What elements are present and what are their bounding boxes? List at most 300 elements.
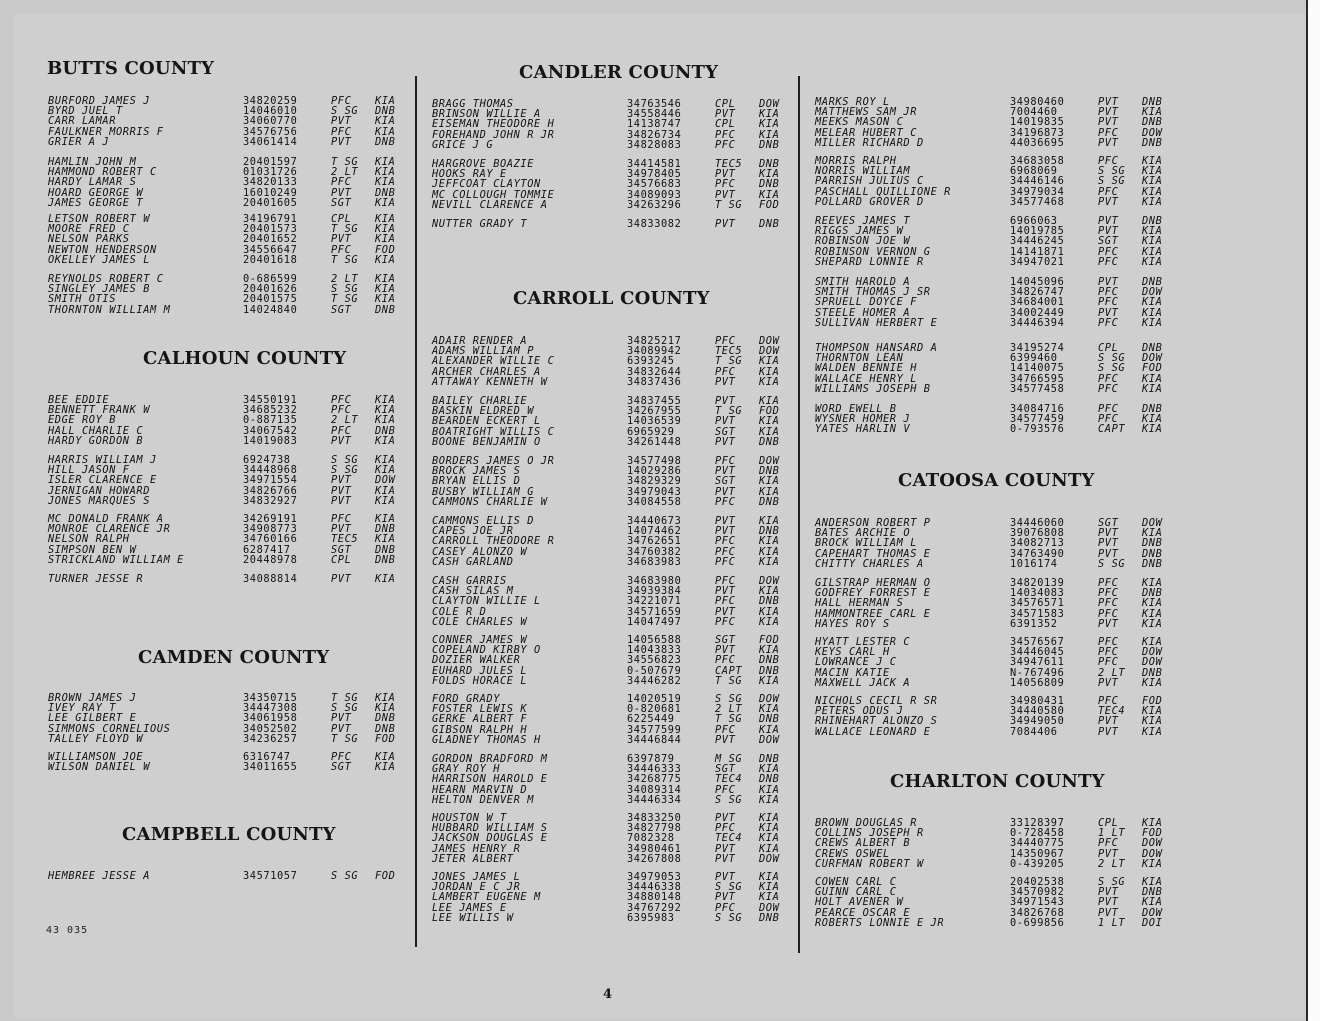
- record-rank: CPL: [331, 213, 352, 225]
- record-status: KIA: [375, 464, 396, 477]
- record-name: MARKS ROY L: [815, 96, 890, 108]
- record-name: MONROE CLARENCE JR: [48, 523, 171, 536]
- record-status: KIA: [759, 763, 780, 776]
- record-status: KIA: [375, 454, 396, 466]
- record-rank: SGT: [1098, 235, 1119, 248]
- record-serial: 34061414: [243, 135, 298, 148]
- record-serial: 34980460: [1010, 96, 1065, 108]
- record-name: CAMMONS ELLIS D: [432, 515, 534, 527]
- record-status: KIA: [759, 723, 780, 736]
- record-name: SHEPARD LONNIE R: [815, 255, 924, 268]
- record-status: KIA: [759, 188, 780, 201]
- county-heading: CATOOSA COUNTY: [898, 470, 1095, 491]
- record-serial: 14034083: [1010, 587, 1065, 600]
- record-serial: 34446282: [627, 674, 682, 687]
- record-rank: TEC4: [1098, 705, 1126, 718]
- record-serial: 6393245: [627, 355, 675, 368]
- record-rank: PVT: [1098, 847, 1119, 860]
- record-serial: 34577498: [627, 455, 682, 467]
- record-serial: 34082713: [1010, 537, 1065, 550]
- record-status: FOD: [1142, 827, 1163, 840]
- record-name: BURFORD JAMES J: [48, 95, 150, 107]
- record-rank: PVT: [1098, 136, 1119, 149]
- record-serial: 34767292: [627, 901, 682, 914]
- record-rank: PVT: [715, 525, 736, 538]
- record-status: KIA: [1142, 372, 1163, 385]
- record-name: EDGE ROY B: [48, 414, 116, 427]
- record-rank: PVT: [715, 644, 736, 657]
- record-rank: PFC: [1098, 577, 1119, 589]
- record-status: KIA: [375, 125, 396, 138]
- record-rank: 2 LT: [1098, 666, 1126, 679]
- record-status: DNB: [1142, 547, 1163, 560]
- record-status: KIA: [759, 793, 780, 806]
- record-name: HAMLIN JOHN M: [48, 156, 137, 168]
- record-serial: 34061958: [243, 712, 298, 725]
- record-name: MEEKS MASON C: [815, 116, 904, 129]
- record-status: DNB: [759, 178, 780, 191]
- record-name: BROWN JAMES J: [48, 692, 137, 704]
- record-rank: PFC: [715, 783, 736, 796]
- record-rank: PVT: [1098, 106, 1119, 119]
- record-name: EISEMAN THEODORE H: [432, 118, 555, 131]
- record-status: DOW: [1142, 352, 1163, 365]
- record-status: KIA: [759, 425, 780, 438]
- record-serial: 34828083: [627, 138, 682, 151]
- record-rank: CPL: [1098, 817, 1119, 829]
- record-name: GORDON BRADFORD M: [432, 753, 548, 765]
- record-status: KIA: [1142, 725, 1163, 738]
- record-serial: 34558446: [627, 108, 682, 121]
- record-name: SULLIVAN HERBERT E: [815, 316, 938, 329]
- record-serial: 34221071: [627, 595, 682, 608]
- record-status: KIA: [375, 115, 396, 128]
- record-name: SMITH OTIS: [48, 293, 116, 306]
- record-rank: PVT: [1098, 886, 1119, 899]
- record-status: DNB: [1142, 96, 1163, 108]
- record-status: DNB: [759, 525, 780, 538]
- record-serial: 44036695: [1010, 136, 1065, 149]
- record-serial: 34683058: [1010, 155, 1065, 167]
- record-rank: PVT: [715, 108, 736, 121]
- county-heading: CAMDEN COUNTY: [138, 647, 330, 668]
- record-name: HOLT AVENER W: [815, 896, 904, 909]
- record-rank: CPL: [715, 118, 736, 131]
- record-name: ADAIR RENDER A: [432, 335, 528, 347]
- record-name: BATES ARCHIE O: [815, 527, 911, 540]
- record-name: GERKE ALBERT F: [432, 713, 528, 726]
- record-name: CLAYTON WILLIE L: [432, 595, 541, 608]
- record-rank: SGT: [331, 196, 352, 209]
- record-serial: 34261448: [627, 435, 682, 448]
- record-rank: PFC: [715, 545, 736, 558]
- record-rank: TEC4: [715, 832, 743, 845]
- record-rank: PFC: [1098, 286, 1119, 299]
- record-name: COLLINS JOSEPH R: [815, 827, 924, 840]
- record-serial: 34820139: [1010, 577, 1065, 589]
- record-rank: S SG: [1098, 352, 1126, 365]
- record-name: BEE EDDIE: [48, 394, 110, 406]
- record-name: NELSON RALPH: [48, 533, 130, 546]
- record-status: KIA: [1142, 106, 1163, 119]
- record-name: STEELE HOMER A: [815, 306, 911, 319]
- record-status: KIA: [1142, 225, 1163, 238]
- record-name: RIGGS JAMES W: [815, 225, 904, 238]
- record-serial: 34196873: [1010, 126, 1065, 139]
- record-status: DNB: [375, 543, 396, 556]
- record-name: CASH GARRIS: [432, 575, 507, 587]
- record-rank: S SG: [1098, 165, 1126, 178]
- record-status: KIA: [1142, 857, 1163, 870]
- record-rank: PVT: [715, 435, 736, 448]
- record-serial: 34195274: [1010, 342, 1065, 354]
- record-rank: PVT: [715, 168, 736, 181]
- record-name: EUHARD JULES L: [432, 664, 528, 677]
- record-status: FOD: [759, 198, 780, 211]
- record-serial: 34571583: [1010, 607, 1065, 620]
- record-name: BROWN DOUGLAS R: [815, 817, 917, 829]
- record-rank: PFC: [1098, 296, 1119, 309]
- record-name: ROBINSON JOE W: [815, 235, 911, 248]
- record-serial: 34832644: [627, 365, 682, 378]
- record-serial: 34267955: [627, 405, 682, 418]
- record-name: PEARCE OSCAR E: [815, 906, 911, 919]
- record-rank: PFC: [715, 575, 736, 587]
- record-rank: CAPT: [1098, 423, 1126, 436]
- record-name: JONES JAMES L: [432, 871, 521, 883]
- record-name: NEWTON HENDERSON: [48, 243, 157, 256]
- record-rank: PVT: [331, 434, 352, 447]
- record-name: GODFREY FORREST E: [815, 587, 931, 600]
- record-name: BYRD JUEL T: [48, 105, 123, 118]
- record-serial: 34440775: [1010, 837, 1065, 850]
- county-heading: CHARLTON COUNTY: [890, 771, 1105, 792]
- record-serial: 34766595: [1010, 372, 1065, 385]
- record-name: BRYAN ELLIS D: [432, 475, 521, 488]
- record-name: LAMBERT EUGENE M: [432, 891, 541, 904]
- record-serial: 34971554: [243, 474, 298, 487]
- record-name: SINGLEY JAMES B: [48, 283, 150, 296]
- record-rank: PFC: [331, 176, 352, 189]
- record-name: WALDEN BENNIE H: [815, 362, 917, 375]
- record-rank: PVT: [715, 375, 736, 388]
- record-name: CAPES JOE JR: [432, 525, 514, 538]
- record-status: DOW: [759, 335, 780, 347]
- record-serial: 34949050: [1010, 715, 1065, 728]
- record-status: KIA: [1142, 382, 1163, 395]
- record-serial: 34576756: [243, 125, 298, 138]
- record-serial: 34268775: [627, 773, 682, 786]
- record-name: MILLER RICHARD D: [815, 136, 924, 149]
- record-status: KIA: [375, 394, 396, 406]
- record-name: NELSON PARKS: [48, 233, 130, 246]
- record-rank: T SG: [331, 253, 359, 266]
- record-serial: 34683980: [627, 575, 682, 587]
- record-name: MATTHEWS SAM JR: [815, 106, 917, 119]
- record-rank: TEC5: [331, 533, 359, 546]
- record-serial: 34947021: [1010, 255, 1065, 268]
- record-name: JEFFCOAT CLAYTON: [432, 178, 541, 191]
- record-name: CASEY ALONZO W: [432, 545, 528, 558]
- record-rank: S SG: [331, 870, 359, 882]
- record-serial: 34084558: [627, 495, 682, 508]
- record-name: LEE GILBERT E: [48, 712, 137, 725]
- record-status: DOW: [375, 474, 396, 487]
- record-serial: 34447308: [243, 702, 298, 715]
- record-name: HEARN MARVIN D: [432, 783, 528, 796]
- record-status: DOW: [1142, 286, 1163, 299]
- record-status: KIA: [1142, 715, 1163, 728]
- record-name: HELTON DENVER M: [432, 793, 534, 806]
- record-status: KIA: [759, 415, 780, 428]
- record-rank: PFC: [715, 595, 736, 608]
- record-status: KIA: [375, 702, 396, 715]
- record-name: GRICE J G: [432, 138, 494, 151]
- record-serial: 34826768: [1010, 906, 1065, 919]
- record-name: GIBSON RALPH H: [432, 723, 528, 736]
- record-serial: 6968069: [1010, 165, 1058, 178]
- record-rank: PVT: [331, 115, 352, 128]
- record-rank: T SG: [331, 223, 359, 236]
- record-serial: 34826747: [1010, 286, 1065, 299]
- record-status: DNB: [1142, 537, 1163, 550]
- record-rank: CAPT: [715, 664, 743, 677]
- record-status: KIA: [375, 293, 396, 306]
- record-rank: PFC: [1098, 185, 1119, 198]
- record-status: DNB: [375, 553, 396, 566]
- record-rank: T SG: [331, 732, 359, 745]
- record-status: KIA: [759, 395, 780, 407]
- record-status: DNB: [759, 654, 780, 667]
- record-rank: S SG: [1098, 175, 1126, 188]
- record-serial: 14019785: [1010, 225, 1065, 238]
- record-serial: 01031726: [243, 166, 298, 179]
- record-status: DNB: [1142, 342, 1163, 354]
- record-rank: PVT: [715, 415, 736, 428]
- record-rank: PFC: [1098, 607, 1119, 620]
- record-name: WILSON DANIEL W: [48, 761, 150, 774]
- record-rank: S SG: [715, 881, 743, 894]
- record-status: KIA: [1142, 155, 1163, 167]
- record-serial: 14056809: [1010, 676, 1065, 689]
- record-name: HALL HERMAN S: [815, 597, 904, 610]
- record-serial: 34350715: [243, 692, 298, 704]
- record-rank: PVT: [331, 573, 352, 585]
- record-rank: PVT: [1098, 195, 1119, 208]
- record-serial: 34577458: [1010, 382, 1065, 395]
- record-rank: S SG: [715, 911, 743, 924]
- record-name: MOORE FRED C: [48, 223, 130, 236]
- record-status: KIA: [759, 842, 780, 855]
- record-serial: 14036539: [627, 415, 682, 428]
- county-heading: CALHOUN COUNTY: [143, 348, 347, 369]
- record-status: KIA: [375, 283, 396, 296]
- record-serial: 34089093: [627, 188, 682, 201]
- record-serial: 34067542: [243, 424, 298, 437]
- record-rank: S SG: [715, 793, 743, 806]
- record-rank: PFC: [715, 365, 736, 378]
- record-serial: 16010249: [243, 186, 298, 199]
- record-status: DNB: [759, 495, 780, 508]
- record-status: FOD: [759, 405, 780, 418]
- record-status: KIA: [1142, 413, 1163, 426]
- page-number: 4: [603, 987, 613, 1002]
- record-status: DOW: [759, 733, 780, 746]
- record-name: WORD EWELL B: [815, 403, 897, 415]
- record-name: SMITH HAROLD A: [815, 276, 911, 288]
- record-name: CURFMAN ROBERT W: [815, 857, 924, 870]
- record-status: KIA: [1142, 245, 1163, 258]
- record-serial: 34837436: [627, 375, 682, 388]
- record-name: ADAMS WILLIAM P: [432, 345, 534, 358]
- record-rank: PVT: [1098, 96, 1119, 108]
- record-rank: PVT: [1098, 225, 1119, 238]
- record-name: CAMMONS CHARLIE W: [432, 495, 548, 508]
- record-status: DNB: [1142, 116, 1163, 129]
- record-serial: 0-820681: [627, 703, 682, 716]
- record-serial: 34196791: [243, 213, 298, 225]
- record-status: DNB: [375, 424, 396, 437]
- record-serial: 0-887135: [243, 414, 298, 427]
- record-rank: PVT: [715, 395, 736, 407]
- record-rank: PVT: [1098, 527, 1119, 540]
- record-name: COLE CHARLES W: [432, 615, 528, 628]
- record-serial: 20401626: [243, 283, 298, 296]
- record-name: WALLACE LEONARD E: [815, 725, 931, 738]
- record-serial: 34837455: [627, 395, 682, 407]
- record-status: DNB: [1142, 886, 1163, 899]
- record-name: JETER ALBERT: [432, 852, 514, 865]
- record-rank: PFC: [1098, 316, 1119, 329]
- record-serial: 6924738: [243, 454, 291, 466]
- record-status: DOW: [759, 345, 780, 358]
- record-name: IVEY RAY T: [48, 702, 116, 715]
- record-rank: PFC: [715, 535, 736, 548]
- record-status: KIA: [759, 891, 780, 904]
- record-name: HUBBARD WILLIAM S: [432, 822, 548, 835]
- record-serial: 34446394: [1010, 316, 1065, 329]
- record-serial: 34084716: [1010, 403, 1065, 415]
- record-serial: 14046010: [243, 105, 298, 118]
- record-status: DNB: [1142, 587, 1163, 600]
- record-name: CONNER JAMES W: [432, 634, 528, 646]
- record-rank: PFC: [1098, 155, 1119, 167]
- record-name: JAMES GEORGE T: [48, 196, 144, 209]
- record-name: BROCK WILLIAM L: [815, 537, 917, 550]
- record-name: BENNETT FRANK W: [48, 404, 150, 417]
- page-edge-line: [1306, 0, 1308, 1021]
- record-rank: T SG: [331, 293, 359, 306]
- record-status: KIA: [759, 871, 780, 883]
- record-status: DNB: [759, 595, 780, 608]
- record-name: TALLEY FLOYD W: [48, 732, 144, 745]
- record-status: KIA: [1142, 636, 1163, 648]
- record-status: KIA: [375, 751, 396, 763]
- record-serial: 6287417: [243, 543, 291, 556]
- record-name: HALL CHARLIE C: [48, 424, 144, 437]
- record-name: LETSON ROBERT W: [48, 213, 150, 225]
- record-serial: 0-699856: [1010, 916, 1065, 929]
- record-rank: S SG: [331, 105, 359, 118]
- record-name: CARR LAMAR: [48, 115, 116, 128]
- record-status: DNB: [375, 135, 396, 148]
- record-name: PASCHALL QUILLIONE R: [815, 185, 951, 198]
- record-rank: PVT: [1098, 306, 1119, 319]
- record-status: KIA: [375, 196, 396, 209]
- record-serial: 34825217: [627, 335, 682, 347]
- record-name: REEVES JAMES T: [815, 215, 911, 227]
- record-serial: 14074462: [627, 525, 682, 538]
- record-status: DOW: [759, 98, 780, 110]
- record-rank: PFC: [1098, 597, 1119, 610]
- record-status: KIA: [759, 832, 780, 845]
- record-rank: PFC: [715, 822, 736, 835]
- record-name: NEVILL CLARENCE A: [432, 198, 548, 211]
- record-serial: 34820133: [243, 176, 298, 189]
- record-serial: 34979034: [1010, 185, 1065, 198]
- record-rank: PFC: [331, 751, 352, 763]
- record-rank: PVT: [715, 188, 736, 201]
- record-serial: 34832927: [243, 494, 298, 507]
- record-status: DOW: [1142, 837, 1163, 850]
- record-status: DOW: [1142, 847, 1163, 860]
- record-rank: PVT: [715, 465, 736, 478]
- record-rank: PFC: [715, 335, 736, 347]
- record-status: KIA: [759, 108, 780, 121]
- record-serial: 34971543: [1010, 896, 1065, 909]
- record-rank: S SG: [331, 702, 359, 715]
- record-status: KIA: [375, 533, 396, 546]
- record-name: FORD GRADY: [432, 693, 500, 705]
- record-rank: PVT: [1098, 116, 1119, 129]
- record-rank: PVT: [1098, 547, 1119, 560]
- record-rank: SGT: [715, 475, 736, 488]
- column-divider-right: [798, 76, 800, 953]
- record-name: WALLACE HENRY L: [815, 372, 917, 385]
- record-status: KIA: [759, 128, 780, 141]
- record-rank: PFC: [715, 178, 736, 191]
- record-rank: PFC: [715, 723, 736, 736]
- record-serial: 0-439205: [1010, 857, 1065, 870]
- record-name: CARROLL THEODORE R: [432, 535, 555, 548]
- record-rank: PFC: [1098, 255, 1119, 268]
- record-serial: 0-793576: [1010, 423, 1065, 436]
- record-rank: PFC: [331, 424, 352, 437]
- record-status: KIA: [375, 494, 396, 507]
- record-status: KIA: [759, 515, 780, 527]
- record-name: JAMES HENRY R: [432, 842, 521, 855]
- record-status: KIA: [759, 783, 780, 796]
- record-serial: 34269191: [243, 513, 298, 525]
- record-rank: PVT: [331, 722, 352, 735]
- record-name: CREWS OSWEL: [815, 847, 890, 860]
- record-status: DOW: [1142, 517, 1163, 529]
- record-status: KIA: [1142, 255, 1163, 268]
- record-status: KIA: [375, 166, 396, 179]
- record-serial: 0-507679: [627, 664, 682, 677]
- record-serial: 34088814: [243, 573, 298, 585]
- record-status: KIA: [375, 95, 396, 107]
- record-status: KIA: [1142, 617, 1163, 630]
- record-status: DOW: [1142, 906, 1163, 919]
- record-name: THOMPSON HANSARD A: [815, 342, 938, 354]
- record-status: KIA: [375, 573, 396, 585]
- record-rank: 2 LT: [331, 414, 359, 427]
- record-serial: 0-728458: [1010, 827, 1065, 840]
- record-name: NORRIS WILLIAM: [815, 165, 911, 178]
- record-serial: 14029286: [627, 465, 682, 478]
- record-name: WILLIAMSON JOE: [48, 751, 144, 763]
